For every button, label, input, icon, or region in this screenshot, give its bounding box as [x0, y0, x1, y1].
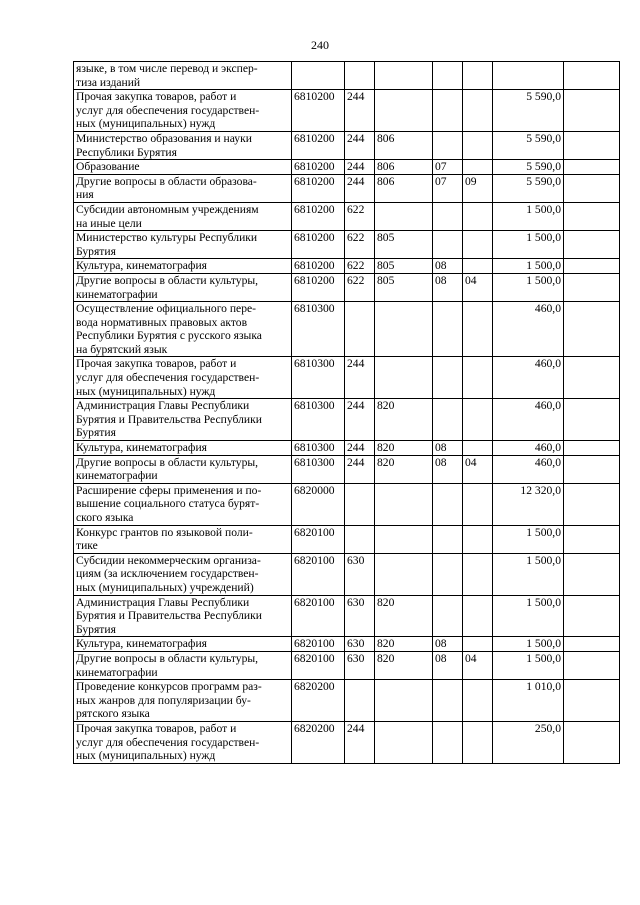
extra-cell: [564, 302, 620, 357]
ministry-code-cell: [375, 721, 433, 763]
section-cell: [433, 131, 463, 159]
table-row: [74, 231, 620, 259]
target-article-cell: 6820100: [292, 525, 345, 553]
expense-type-cell: 622: [345, 202, 375, 230]
amount-cell: 12 320,0: [493, 483, 564, 525]
ministry-code-cell: 805: [375, 273, 433, 301]
expense-type-cell: 244: [345, 160, 375, 175]
extra-cell: [564, 357, 620, 399]
target-article-cell: 6810300: [292, 441, 345, 456]
extra-cell: [564, 62, 620, 90]
section-cell: 08: [433, 441, 463, 456]
expense-type-cell: 244: [345, 174, 375, 202]
section-cell: 08: [433, 637, 463, 652]
table-row: [74, 62, 620, 90]
extra-cell: [564, 441, 620, 456]
table-row: [74, 174, 620, 202]
extra-cell: [564, 525, 620, 553]
section-cell: 08: [433, 455, 463, 483]
expense-type-cell: 244: [345, 90, 375, 132]
target-article-cell: 6810200: [292, 259, 345, 274]
extra-cell: [564, 595, 620, 637]
subsection-cell: 04: [463, 455, 493, 483]
subsection-cell: [463, 721, 493, 763]
extra-cell: [564, 651, 620, 679]
extra-cell: [564, 231, 620, 259]
amount-cell: 460,0: [493, 399, 564, 441]
target-article-cell: 6820100: [292, 651, 345, 679]
extra-cell: [564, 174, 620, 202]
extra-cell: [564, 131, 620, 159]
subsection-cell: [463, 160, 493, 175]
row-name-cell: Проведение конкурсов программ раз- ных жанров для популяризации бу- рятского языка: [74, 680, 292, 722]
subsection-cell: [463, 483, 493, 525]
table-row: [74, 483, 620, 525]
section-cell: [433, 231, 463, 259]
ministry-code-cell: 806: [375, 174, 433, 202]
amount-cell: 5 590,0: [493, 160, 564, 175]
ministry-code-cell: 820: [375, 441, 433, 456]
expense-type-cell: [345, 483, 375, 525]
row-name-cell: Другие вопросы в области культуры, кинематографии: [74, 455, 292, 483]
amount-cell: 1 500,0: [493, 525, 564, 553]
target-article-cell: 6810200: [292, 273, 345, 301]
target-article-cell: 6810300: [292, 455, 345, 483]
section-cell: [433, 483, 463, 525]
extra-cell: [564, 202, 620, 230]
table-row: [74, 637, 620, 652]
table-row: [74, 525, 620, 553]
expense-type-cell: [345, 62, 375, 90]
target-article-cell: [292, 62, 345, 90]
row-name-cell: Субсидии некоммерческим организа- циям (за исключением государствен- ных (муниципальных) учреждений): [74, 553, 292, 595]
row-name-cell: Администрация Главы Республики Бурятия и Правительства Республики Бурятия: [74, 399, 292, 441]
table-row: [74, 302, 620, 357]
subsection-cell: [463, 680, 493, 722]
table-row: [74, 259, 620, 274]
page-number: 240: [311, 38, 329, 52]
expense-type-cell: 622: [345, 273, 375, 301]
ministry-code-cell: 820: [375, 595, 433, 637]
table-row: [74, 357, 620, 399]
amount-cell: [493, 62, 564, 90]
expense-type-cell: 630: [345, 553, 375, 595]
amount-cell: 1 010,0: [493, 680, 564, 722]
table-row: [74, 202, 620, 230]
table-row: [74, 455, 620, 483]
section-cell: 08: [433, 259, 463, 274]
subsection-cell: [463, 525, 493, 553]
ministry-code-cell: 820: [375, 455, 433, 483]
budget-table-body: [74, 62, 620, 764]
ministry-code-cell: [375, 302, 433, 357]
amount-cell: 1 500,0: [493, 273, 564, 301]
subsection-cell: 04: [463, 273, 493, 301]
subsection-cell: [463, 357, 493, 399]
amount-cell: 1 500,0: [493, 595, 564, 637]
subsection-cell: [463, 637, 493, 652]
section-cell: 08: [433, 273, 463, 301]
ministry-code-cell: 820: [375, 399, 433, 441]
section-cell: [433, 202, 463, 230]
section-cell: [433, 357, 463, 399]
ministry-code-cell: 820: [375, 651, 433, 679]
table-row: [74, 160, 620, 175]
expense-type-cell: 244: [345, 721, 375, 763]
subsection-cell: [463, 131, 493, 159]
table-row: [74, 721, 620, 763]
table-row: [74, 651, 620, 679]
subsection-cell: [463, 302, 493, 357]
subsection-cell: [463, 62, 493, 90]
amount-cell: 1 500,0: [493, 637, 564, 652]
expense-type-cell: 244: [345, 131, 375, 159]
subsection-cell: [463, 231, 493, 259]
amount-cell: 1 500,0: [493, 651, 564, 679]
table-row: [74, 441, 620, 456]
row-name-cell: Конкурс грантов по языковой поли- тике: [74, 525, 292, 553]
extra-cell: [564, 680, 620, 722]
row-name-cell: Другие вопросы в области образова- ния: [74, 174, 292, 202]
target-article-cell: 6820200: [292, 680, 345, 722]
target-article-cell: 6820100: [292, 553, 345, 595]
extra-cell: [564, 273, 620, 301]
expense-type-cell: [345, 302, 375, 357]
amount-cell: 1 500,0: [493, 231, 564, 259]
extra-cell: [564, 455, 620, 483]
subsection-cell: [463, 90, 493, 132]
ministry-code-cell: 820: [375, 637, 433, 652]
subsection-cell: [463, 259, 493, 274]
amount-cell: 460,0: [493, 441, 564, 456]
expense-type-cell: [345, 525, 375, 553]
section-cell: [433, 62, 463, 90]
expense-type-cell: 244: [345, 441, 375, 456]
expense-type-cell: 244: [345, 399, 375, 441]
subsection-cell: 09: [463, 174, 493, 202]
amount-cell: 250,0: [493, 721, 564, 763]
ministry-code-cell: 806: [375, 131, 433, 159]
ministry-code-cell: [375, 202, 433, 230]
subsection-cell: [463, 399, 493, 441]
table-row: [74, 90, 620, 132]
target-article-cell: 6810200: [292, 160, 345, 175]
row-name-cell: Расширение сферы применения и по- вышение социального статуса бурят- ского языка: [74, 483, 292, 525]
row-name-cell: Образование: [74, 160, 292, 175]
ministry-code-cell: [375, 357, 433, 399]
expense-type-cell: 244: [345, 357, 375, 399]
target-article-cell: 6820000: [292, 483, 345, 525]
row-name-cell: Администрация Главы Республики Бурятия и Правительства Республики Бурятия: [74, 595, 292, 637]
table-row: [74, 680, 620, 722]
subsection-cell: [463, 441, 493, 456]
row-name-cell: Субсидии автономным учреждениям на иные цели: [74, 202, 292, 230]
target-article-cell: 6820100: [292, 637, 345, 652]
amount-cell: 460,0: [493, 455, 564, 483]
table-row: [74, 595, 620, 637]
extra-cell: [564, 553, 620, 595]
target-article-cell: 6810300: [292, 302, 345, 357]
row-name-cell: Министерство образования и науки Республики Бурятия: [74, 131, 292, 159]
table-row: [74, 273, 620, 301]
section-cell: [433, 680, 463, 722]
ministry-code-cell: 806: [375, 160, 433, 175]
target-article-cell: 6810200: [292, 90, 345, 132]
row-name-cell: Другие вопросы в области культуры, кинематографии: [74, 651, 292, 679]
row-name-cell: Прочая закупка товаров, работ и услуг для обеспечения государствен- ных (муниципальных) нужд: [74, 357, 292, 399]
extra-cell: [564, 160, 620, 175]
section-cell: 08: [433, 651, 463, 679]
table-row: [74, 399, 620, 441]
target-article-cell: 6820100: [292, 595, 345, 637]
amount-cell: 5 590,0: [493, 131, 564, 159]
expense-type-cell: 630: [345, 595, 375, 637]
budget-table: [73, 61, 620, 764]
expense-type-cell: 630: [345, 637, 375, 652]
section-cell: [433, 721, 463, 763]
amount-cell: 1 500,0: [493, 202, 564, 230]
extra-cell: [564, 259, 620, 274]
target-article-cell: 6810200: [292, 131, 345, 159]
target-article-cell: 6810200: [292, 202, 345, 230]
target-article-cell: 6820200: [292, 721, 345, 763]
expense-type-cell: 244: [345, 455, 375, 483]
ministry-code-cell: [375, 90, 433, 132]
section-cell: [433, 399, 463, 441]
section-cell: 07: [433, 160, 463, 175]
ministry-code-cell: [375, 680, 433, 722]
amount-cell: 1 500,0: [493, 553, 564, 595]
row-name-cell: Культура, кинематография: [74, 637, 292, 652]
extra-cell: [564, 637, 620, 652]
expense-type-cell: [345, 680, 375, 722]
amount-cell: 5 590,0: [493, 90, 564, 132]
expense-type-cell: 622: [345, 259, 375, 274]
row-name-cell: Министерство культуры Республики Бурятия: [74, 231, 292, 259]
row-name-cell: Культура, кинематография: [74, 259, 292, 274]
section-cell: [433, 525, 463, 553]
expense-type-cell: 630: [345, 651, 375, 679]
extra-cell: [564, 483, 620, 525]
target-article-cell: 6810200: [292, 174, 345, 202]
row-name-cell: языке, в том числе перевод и экспер- тиза изданий: [74, 62, 292, 90]
row-name-cell: Осуществление официального пере- вода нормативных правовых актов Республики Бурятия с русского языка на бурятский язык: [74, 302, 292, 357]
row-name-cell: Прочая закупка товаров, работ и услуг для обеспечения государствен- ных (муниципальных) нужд: [74, 90, 292, 132]
ministry-code-cell: [375, 525, 433, 553]
section-cell: [433, 302, 463, 357]
amount-cell: 5 590,0: [493, 174, 564, 202]
ministry-code-cell: 805: [375, 231, 433, 259]
section-cell: 07: [433, 174, 463, 202]
extra-cell: [564, 399, 620, 441]
ministry-code-cell: 805: [375, 259, 433, 274]
ministry-code-cell: [375, 483, 433, 525]
expense-type-cell: 622: [345, 231, 375, 259]
ministry-code-cell: [375, 62, 433, 90]
extra-cell: [564, 721, 620, 763]
section-cell: [433, 595, 463, 637]
amount-cell: 1 500,0: [493, 259, 564, 274]
row-name-cell: Прочая закупка товаров, работ и услуг для обеспечения государствен- ных (муниципальных) нужд: [74, 721, 292, 763]
amount-cell: 460,0: [493, 302, 564, 357]
subsection-cell: [463, 202, 493, 230]
table-row: [74, 131, 620, 159]
section-cell: [433, 553, 463, 595]
subsection-cell: [463, 553, 493, 595]
row-name-cell: Культура, кинематография: [74, 441, 292, 456]
extra-cell: [564, 90, 620, 132]
target-article-cell: 6810200: [292, 231, 345, 259]
subsection-cell: [463, 595, 493, 637]
row-name-cell: Другие вопросы в области культуры, кинематографии: [74, 273, 292, 301]
subsection-cell: 04: [463, 651, 493, 679]
amount-cell: 460,0: [493, 357, 564, 399]
target-article-cell: 6810300: [292, 357, 345, 399]
table-row: [74, 553, 620, 595]
section-cell: [433, 90, 463, 132]
target-article-cell: 6810300: [292, 399, 345, 441]
ministry-code-cell: [375, 553, 433, 595]
